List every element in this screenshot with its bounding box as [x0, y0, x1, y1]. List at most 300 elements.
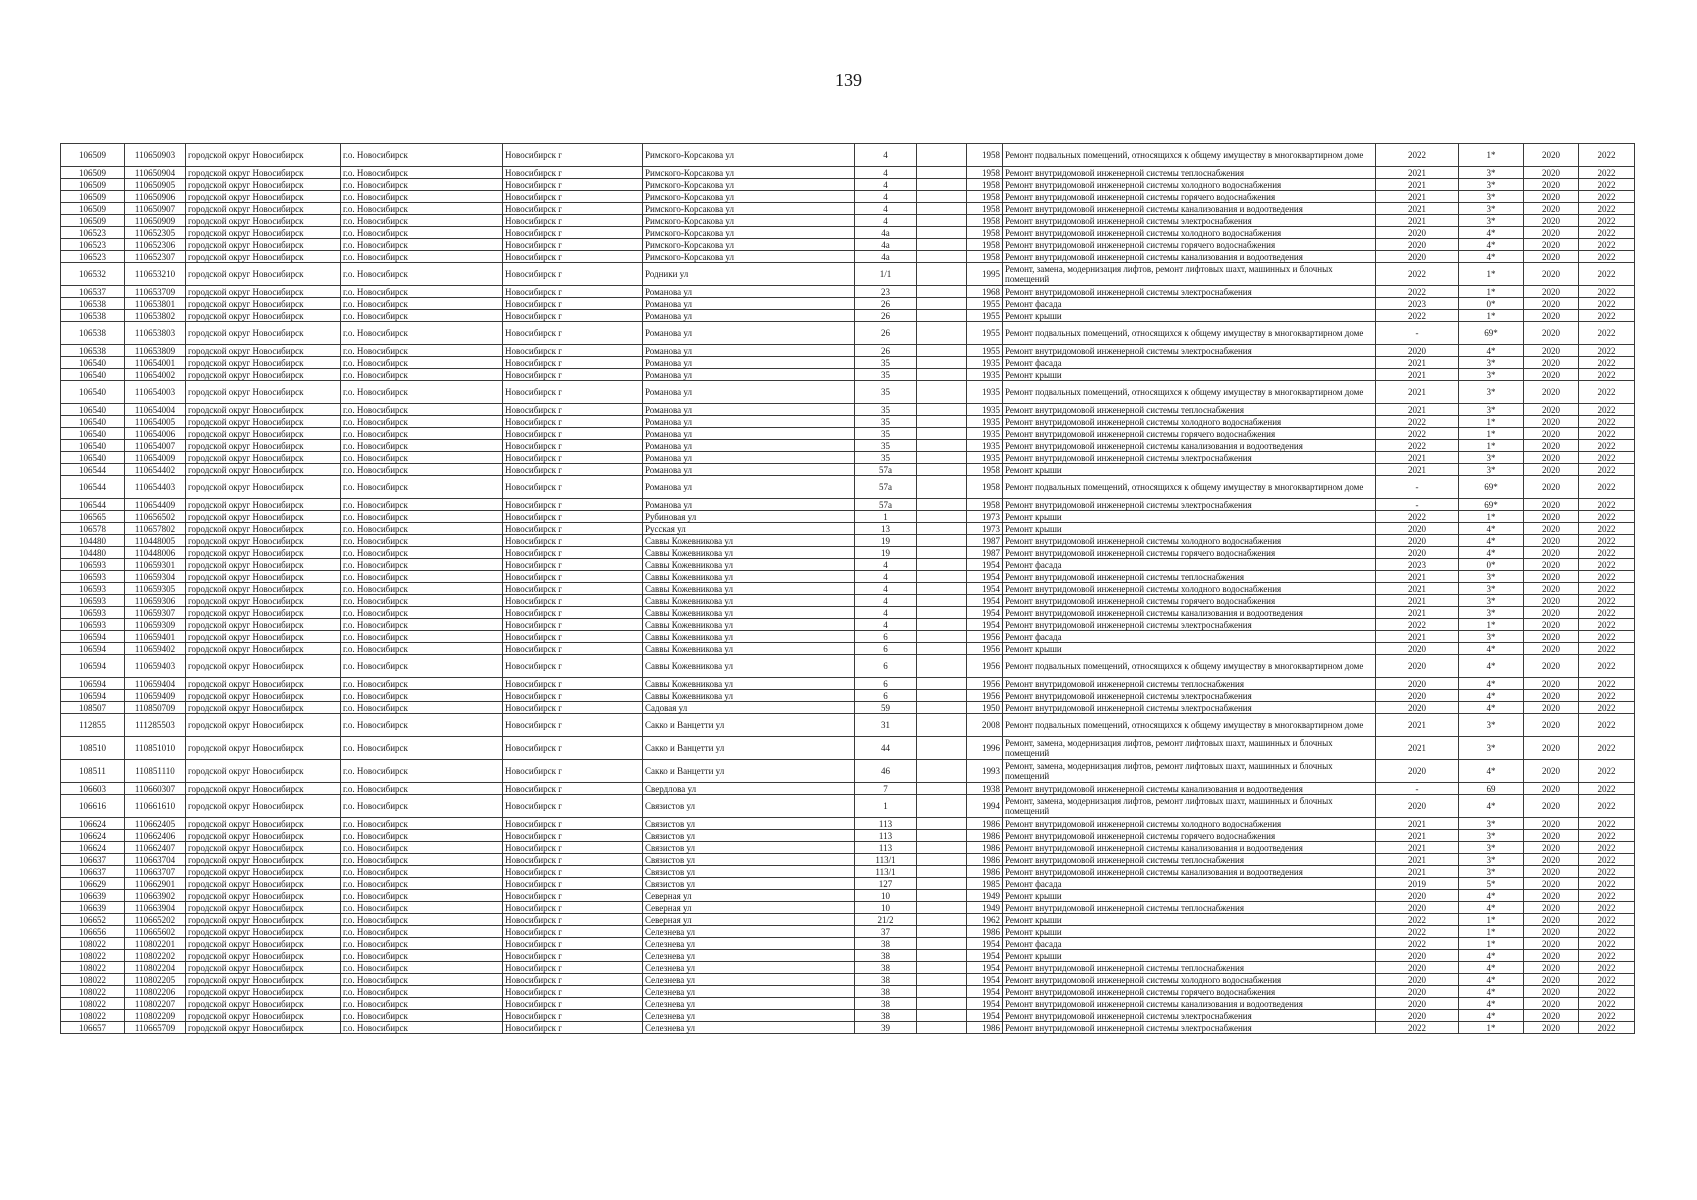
- cell-period-end: 2022: [1579, 404, 1635, 416]
- cell-house-number: 44: [855, 737, 917, 760]
- cell-house-id: 106532: [61, 263, 125, 286]
- cell-municipality: г.о. Новосибирск: [341, 286, 503, 298]
- cell-municipality: г.о. Новосибирск: [341, 167, 503, 179]
- cell-build-year: 1993: [967, 760, 1003, 783]
- cell-settlement: Новосибирск г: [503, 595, 643, 607]
- cell-planned-year: 2021: [1376, 357, 1459, 369]
- cell-period-end: 2022: [1579, 203, 1635, 215]
- cell-municipal-district: городской округ Новосибирск: [186, 357, 341, 369]
- cell-settlement: Новосибирск г: [503, 607, 643, 619]
- cell-priority: 3*: [1459, 357, 1524, 369]
- cell-planned-year: 2022: [1376, 428, 1459, 440]
- cell-municipality: г.о. Новосибирск: [341, 866, 503, 878]
- cell-housing-block: [917, 476, 967, 499]
- cell-work-id: 110650906: [125, 191, 186, 203]
- cell-planned-year: 2020: [1376, 795, 1459, 818]
- cell-street: Связистов ул: [643, 830, 855, 842]
- cell-priority: 69*: [1459, 476, 1524, 499]
- cell-house-id: 106540: [61, 416, 125, 428]
- cell-build-year: 1935: [967, 381, 1003, 404]
- cell-settlement: Новосибирск г: [503, 1010, 643, 1022]
- cell-priority: 1*: [1459, 416, 1524, 428]
- cell-housing-block: [917, 179, 967, 191]
- cell-priority: 3*: [1459, 452, 1524, 464]
- cell-priority: 4*: [1459, 535, 1524, 547]
- table-row: [61, 702, 1635, 714]
- cell-period-start: 2020: [1524, 878, 1579, 890]
- cell-settlement: Новосибирск г: [503, 144, 643, 167]
- cell-municipality: г.о. Новосибирск: [341, 1010, 503, 1022]
- cell-housing-block: [917, 322, 967, 345]
- cell-work-type: Ремонт фасада: [1003, 559, 1376, 571]
- cell-build-year: 1985: [967, 878, 1003, 890]
- cell-municipal-district: городской округ Новосибирск: [186, 643, 341, 655]
- cell-house-number: 26: [855, 345, 917, 357]
- cell-build-year: 1958: [967, 499, 1003, 511]
- cell-settlement: Новосибирск г: [503, 322, 643, 345]
- cell-house-number: 113: [855, 830, 917, 842]
- cell-settlement: Новосибирск г: [503, 428, 643, 440]
- cell-period-end: 2022: [1579, 795, 1635, 818]
- cell-work-type: Ремонт внутридомовой инженерной системы канализования и водоотведения: [1003, 607, 1376, 619]
- cell-work-id: 110659409: [125, 690, 186, 702]
- cell-planned-year: -: [1376, 322, 1459, 345]
- cell-street: Романова ул: [643, 476, 855, 499]
- cell-period-start: 2020: [1524, 1022, 1579, 1034]
- cell-settlement: Новосибирск г: [503, 571, 643, 583]
- cell-settlement: Новосибирск г: [503, 619, 643, 631]
- cell-work-type: Ремонт подвальных помещений, относящихся к общему имуществу в многоквартирном доме: [1003, 144, 1376, 167]
- cell-work-type: Ремонт внутридомовой инженерной системы холодного водоснабжения: [1003, 535, 1376, 547]
- cell-house-id: 108022: [61, 1010, 125, 1022]
- cell-work-id: 111285503: [125, 714, 186, 737]
- cell-period-end: 2022: [1579, 878, 1635, 890]
- cell-period-end: 2022: [1579, 416, 1635, 428]
- cell-settlement: Новосибирск г: [503, 962, 643, 974]
- cell-house-number: 4а: [855, 227, 917, 239]
- cell-build-year: 1949: [967, 902, 1003, 914]
- cell-work-type: Ремонт внутридомовой инженерной системы электроснабжения: [1003, 619, 1376, 631]
- cell-work-id: 110654001: [125, 357, 186, 369]
- cell-house-id: 106509: [61, 167, 125, 179]
- cell-period-start: 2020: [1524, 842, 1579, 854]
- cell-planned-year: 2021: [1376, 830, 1459, 842]
- cell-period-start: 2020: [1524, 322, 1579, 345]
- table-row: [61, 298, 1635, 310]
- cell-settlement: Новосибирск г: [503, 416, 643, 428]
- cell-housing-block: [917, 702, 967, 714]
- cell-work-id: 110650903: [125, 144, 186, 167]
- cell-period-end: 2022: [1579, 890, 1635, 902]
- cell-build-year: 1954: [967, 583, 1003, 595]
- cell-priority: 69: [1459, 783, 1524, 795]
- cell-work-id: 110802206: [125, 986, 186, 998]
- cell-house-id: 106624: [61, 830, 125, 842]
- cell-period-start: 2020: [1524, 962, 1579, 974]
- cell-house-number: 31: [855, 714, 917, 737]
- cell-house-number: 35: [855, 381, 917, 404]
- cell-municipality: г.о. Новосибирск: [341, 962, 503, 974]
- cell-work-id: 110659304: [125, 571, 186, 583]
- cell-housing-block: [917, 950, 967, 962]
- cell-municipal-district: городской округ Новосибирск: [186, 926, 341, 938]
- cell-settlement: Новосибирск г: [503, 714, 643, 737]
- cell-municipal-district: городской округ Новосибирск: [186, 416, 341, 428]
- cell-settlement: Новосибирск г: [503, 783, 643, 795]
- cell-street: Рубиновая ул: [643, 511, 855, 523]
- cell-housing-block: [917, 783, 967, 795]
- cell-street: Романова ул: [643, 345, 855, 357]
- table-row: [61, 655, 1635, 678]
- cell-build-year: 1935: [967, 369, 1003, 381]
- cell-housing-block: [917, 559, 967, 571]
- cell-period-end: 2022: [1579, 144, 1635, 167]
- cell-municipal-district: городской округ Новосибирск: [186, 499, 341, 511]
- cell-house-number: 23: [855, 286, 917, 298]
- cell-house-number: 10: [855, 890, 917, 902]
- cell-work-type: Ремонт крыши: [1003, 369, 1376, 381]
- cell-work-id: 110650909: [125, 215, 186, 227]
- cell-planned-year: 2021: [1376, 854, 1459, 866]
- cell-street: Романова ул: [643, 286, 855, 298]
- table-row: [61, 760, 1635, 783]
- cell-period-end: 2022: [1579, 760, 1635, 783]
- table-row: [61, 286, 1635, 298]
- cell-build-year: 1958: [967, 227, 1003, 239]
- cell-municipality: г.о. Новосибирск: [341, 783, 503, 795]
- cell-priority: 3*: [1459, 369, 1524, 381]
- cell-house-number: 4: [855, 144, 917, 167]
- cell-house-id: 106538: [61, 345, 125, 357]
- cell-period-end: 2022: [1579, 191, 1635, 203]
- cell-house-number: 6: [855, 631, 917, 643]
- cell-work-id: 110654009: [125, 452, 186, 464]
- cell-house-number: 1: [855, 795, 917, 818]
- cell-housing-block: [917, 902, 967, 914]
- cell-work-id: 110659402: [125, 643, 186, 655]
- cell-work-type: Ремонт, замена, модернизация лифтов, ремонт лифтовых шахт, машинных и блочных помещений: [1003, 737, 1376, 760]
- cell-planned-year: 2021: [1376, 167, 1459, 179]
- cell-build-year: 1935: [967, 452, 1003, 464]
- cell-housing-block: [917, 830, 967, 842]
- cell-period-end: 2022: [1579, 298, 1635, 310]
- cell-housing-block: [917, 511, 967, 523]
- cell-housing-block: [917, 547, 967, 559]
- cell-build-year: 1987: [967, 535, 1003, 547]
- cell-municipal-district: городской округ Новосибирск: [186, 655, 341, 678]
- cell-build-year: 1958: [967, 215, 1003, 227]
- cell-build-year: 1954: [967, 1010, 1003, 1022]
- cell-housing-block: [917, 452, 967, 464]
- cell-priority: 3*: [1459, 866, 1524, 878]
- cell-municipality: г.о. Новосибирск: [341, 795, 503, 818]
- cell-build-year: 1958: [967, 251, 1003, 263]
- cell-build-year: 1996: [967, 737, 1003, 760]
- table-row: [61, 251, 1635, 263]
- cell-work-id: 110653210: [125, 263, 186, 286]
- cell-settlement: Новосибирск г: [503, 203, 643, 215]
- cell-street: Селезнева ул: [643, 938, 855, 950]
- cell-municipality: г.о. Новосибирск: [341, 369, 503, 381]
- cell-priority: 3*: [1459, 631, 1524, 643]
- cell-street: Селезнева ул: [643, 986, 855, 998]
- cell-housing-block: [917, 737, 967, 760]
- cell-period-start: 2020: [1524, 690, 1579, 702]
- table-row: [61, 878, 1635, 890]
- cell-street: Романова ул: [643, 381, 855, 404]
- cell-planned-year: 2023: [1376, 559, 1459, 571]
- table-row: [61, 974, 1635, 986]
- cell-period-start: 2020: [1524, 571, 1579, 583]
- cell-work-id: 110653801: [125, 298, 186, 310]
- cell-period-end: 2022: [1579, 702, 1635, 714]
- cell-street: Сакко и Ванцетти ул: [643, 760, 855, 783]
- cell-period-start: 2020: [1524, 1010, 1579, 1022]
- cell-municipality: г.о. Новосибирск: [341, 263, 503, 286]
- cell-street: Римского-Корсакова ул: [643, 227, 855, 239]
- cell-period-end: 2022: [1579, 239, 1635, 251]
- cell-municipal-district: городской округ Новосибирск: [186, 476, 341, 499]
- cell-house-id: 106594: [61, 631, 125, 643]
- cell-work-id: 110659404: [125, 678, 186, 690]
- cell-work-id: 110660307: [125, 783, 186, 795]
- cell-house-id: 106540: [61, 369, 125, 381]
- cell-work-id: 110654402: [125, 464, 186, 476]
- cell-house-id: 106656: [61, 926, 125, 938]
- cell-street: Римского-Корсакова ул: [643, 167, 855, 179]
- cell-work-type: Ремонт внутридомовой инженерной системы канализования и водоотведения: [1003, 203, 1376, 215]
- cell-municipality: г.о. Новосибирск: [341, 1022, 503, 1034]
- cell-housing-block: [917, 523, 967, 535]
- cell-housing-block: [917, 191, 967, 203]
- cell-planned-year: 2023: [1376, 298, 1459, 310]
- table-row: [61, 795, 1635, 818]
- cell-work-type: Ремонт внутридомовой инженерной системы электроснабжения: [1003, 702, 1376, 714]
- cell-work-id: 110657802: [125, 523, 186, 535]
- cell-planned-year: 2020: [1376, 890, 1459, 902]
- cell-settlement: Новосибирск г: [503, 950, 643, 962]
- cell-settlement: Новосибирск г: [503, 998, 643, 1010]
- cell-build-year: 1954: [967, 571, 1003, 583]
- cell-municipal-district: городской округ Новосибирск: [186, 345, 341, 357]
- cell-house-id: 106639: [61, 890, 125, 902]
- cell-municipality: г.о. Новосибирск: [341, 890, 503, 902]
- table-row: [61, 714, 1635, 737]
- cell-work-id: 110652305: [125, 227, 186, 239]
- table-row: [61, 595, 1635, 607]
- cell-period-start: 2020: [1524, 795, 1579, 818]
- cell-municipal-district: городской округ Новосибирск: [186, 607, 341, 619]
- cell-work-type: Ремонт фасада: [1003, 631, 1376, 643]
- cell-period-start: 2020: [1524, 643, 1579, 655]
- cell-work-id: 110802204: [125, 962, 186, 974]
- cell-street: Селезнева ул: [643, 950, 855, 962]
- cell-planned-year: 2020: [1376, 251, 1459, 263]
- cell-build-year: 1958: [967, 179, 1003, 191]
- cell-work-id: 110662407: [125, 842, 186, 854]
- cell-period-end: 2022: [1579, 464, 1635, 476]
- cell-municipality: г.о. Новосибирск: [341, 571, 503, 583]
- cell-work-type: Ремонт подвальных помещений, относящихся к общему имуществу в многоквартирном доме: [1003, 381, 1376, 404]
- cell-work-id: 110659305: [125, 583, 186, 595]
- cell-settlement: Новосибирск г: [503, 690, 643, 702]
- cell-priority: 4*: [1459, 227, 1524, 239]
- cell-municipality: г.о. Новосибирск: [341, 702, 503, 714]
- cell-house-id: 106594: [61, 643, 125, 655]
- cell-street: Связистов ул: [643, 818, 855, 830]
- cell-street: Римского-Корсакова ул: [643, 179, 855, 191]
- cell-house-number: 21/2: [855, 914, 917, 926]
- cell-house-number: 13: [855, 523, 917, 535]
- cell-municipal-district: городской округ Новосибирск: [186, 215, 341, 227]
- cell-period-start: 2020: [1524, 381, 1579, 404]
- cell-house-id: 106593: [61, 595, 125, 607]
- cell-build-year: 1954: [967, 962, 1003, 974]
- table-row: [61, 345, 1635, 357]
- cell-house-number: 35: [855, 452, 917, 464]
- cell-street: Селезнева ул: [643, 998, 855, 1010]
- table-row: [61, 416, 1635, 428]
- cell-housing-block: [917, 962, 967, 974]
- cell-planned-year: 2021: [1376, 203, 1459, 215]
- cell-street: Саввы Кожевникова ул: [643, 559, 855, 571]
- cell-priority: 4*: [1459, 974, 1524, 986]
- cell-priority: 1*: [1459, 286, 1524, 298]
- cell-street: Связистов ул: [643, 866, 855, 878]
- cell-work-id: 110802209: [125, 1010, 186, 1022]
- cell-planned-year: 2022: [1376, 926, 1459, 938]
- cell-municipal-district: городской округ Новосибирск: [186, 381, 341, 404]
- cell-work-id: 110448006: [125, 547, 186, 559]
- cell-municipal-district: городской округ Новосибирск: [186, 322, 341, 345]
- cell-municipality: г.о. Новосибирск: [341, 986, 503, 998]
- table-row: [61, 452, 1635, 464]
- cell-municipality: г.о. Новосибирск: [341, 547, 503, 559]
- cell-period-start: 2020: [1524, 464, 1579, 476]
- cell-build-year: 2008: [967, 714, 1003, 737]
- cell-period-end: 2022: [1579, 643, 1635, 655]
- cell-municipality: г.о. Новосибирск: [341, 818, 503, 830]
- cell-house-number: 4: [855, 559, 917, 571]
- cell-planned-year: 2021: [1376, 381, 1459, 404]
- cell-municipal-district: городской округ Новосибирск: [186, 854, 341, 866]
- cell-period-start: 2020: [1524, 583, 1579, 595]
- cell-priority: 1*: [1459, 1022, 1524, 1034]
- cell-municipal-district: городской округ Новосибирск: [186, 167, 341, 179]
- cell-street: Романова ул: [643, 428, 855, 440]
- cell-house-id: 108022: [61, 986, 125, 998]
- cell-street: Саввы Кожевникова ул: [643, 619, 855, 631]
- cell-street: Северная ул: [643, 890, 855, 902]
- cell-housing-block: [917, 631, 967, 643]
- cell-house-id: 108022: [61, 938, 125, 950]
- table-row: [61, 535, 1635, 547]
- cell-build-year: 1958: [967, 144, 1003, 167]
- cell-period-start: 2020: [1524, 476, 1579, 499]
- cell-street: Родники ул: [643, 263, 855, 286]
- cell-settlement: Новосибирск г: [503, 476, 643, 499]
- cell-settlement: Новосибирск г: [503, 404, 643, 416]
- cell-housing-block: [917, 914, 967, 926]
- cell-municipality: г.о. Новосибирск: [341, 902, 503, 914]
- cell-work-type: Ремонт внутридомовой инженерной системы горячего водоснабжения: [1003, 428, 1376, 440]
- cell-house-id: 106540: [61, 357, 125, 369]
- cell-house-id: 106544: [61, 464, 125, 476]
- cell-housing-block: [917, 986, 967, 998]
- cell-priority: 1*: [1459, 144, 1524, 167]
- cell-settlement: Новосибирск г: [503, 179, 643, 191]
- cell-municipal-district: городской округ Новосибирск: [186, 298, 341, 310]
- cell-house-number: 26: [855, 322, 917, 345]
- cell-build-year: 1949: [967, 890, 1003, 902]
- cell-municipal-district: городской округ Новосибирск: [186, 464, 341, 476]
- table-row: [61, 547, 1635, 559]
- table-row: [61, 737, 1635, 760]
- cell-build-year: 1955: [967, 298, 1003, 310]
- cell-work-type: Ремонт внутридомовой инженерной системы теплоснабжения: [1003, 854, 1376, 866]
- cell-planned-year: 2020: [1376, 998, 1459, 1010]
- cell-period-end: 2022: [1579, 381, 1635, 404]
- cell-period-start: 2020: [1524, 974, 1579, 986]
- cell-house-id: 108022: [61, 962, 125, 974]
- cell-priority: 3*: [1459, 381, 1524, 404]
- cell-period-end: 2022: [1579, 452, 1635, 464]
- cell-work-type: Ремонт внутридомовой инженерной системы горячего водоснабжения: [1003, 595, 1376, 607]
- cell-work-id: 110654004: [125, 404, 186, 416]
- cell-street: Связистов ул: [643, 842, 855, 854]
- cell-house-id: 106652: [61, 914, 125, 926]
- cell-house-id: 106509: [61, 144, 125, 167]
- cell-work-type: Ремонт внутридомовой инженерной системы теплоснабжения: [1003, 571, 1376, 583]
- cell-municipal-district: городской округ Новосибирск: [186, 239, 341, 251]
- cell-build-year: 1958: [967, 464, 1003, 476]
- cell-period-start: 2020: [1524, 499, 1579, 511]
- cell-house-id: 106523: [61, 239, 125, 251]
- cell-municipality: г.о. Новосибирск: [341, 345, 503, 357]
- cell-house-id: 106594: [61, 655, 125, 678]
- cell-street: Русская ул: [643, 523, 855, 535]
- cell-period-end: 2022: [1579, 263, 1635, 286]
- cell-work-type: Ремонт подвальных помещений, относящихся к общему имуществу в многоквартирном доме: [1003, 476, 1376, 499]
- cell-priority: 3*: [1459, 595, 1524, 607]
- cell-settlement: Новосибирск г: [503, 902, 643, 914]
- cell-settlement: Новосибирск г: [503, 310, 643, 322]
- cell-house-number: 38: [855, 962, 917, 974]
- cell-work-id: 110663704: [125, 854, 186, 866]
- cell-house-id: 106593: [61, 571, 125, 583]
- cell-settlement: Новосибирск г: [503, 760, 643, 783]
- cell-settlement: Новосибирск г: [503, 643, 643, 655]
- cell-work-id: 110665709: [125, 1022, 186, 1034]
- cell-period-start: 2020: [1524, 607, 1579, 619]
- cell-period-end: 2022: [1579, 369, 1635, 381]
- cell-house-id: 106594: [61, 690, 125, 702]
- cell-work-id: 110659301: [125, 559, 186, 571]
- cell-house-id: 106540: [61, 428, 125, 440]
- cell-house-number: 6: [855, 643, 917, 655]
- cell-planned-year: 2022: [1376, 914, 1459, 926]
- cell-period-end: 2022: [1579, 974, 1635, 986]
- cell-period-end: 2022: [1579, 783, 1635, 795]
- cell-period-start: 2020: [1524, 191, 1579, 203]
- cell-work-type: Ремонт внутридомовой инженерной системы электроснабжения: [1003, 1022, 1376, 1034]
- cell-house-id: 106523: [61, 227, 125, 239]
- cell-work-type: Ремонт внутридомовой инженерной системы канализования и водоотведения: [1003, 783, 1376, 795]
- cell-street: Саввы Кожевникова ул: [643, 643, 855, 655]
- cell-work-type: Ремонт фасада: [1003, 938, 1376, 950]
- cell-period-end: 2022: [1579, 476, 1635, 499]
- cell-planned-year: -: [1376, 499, 1459, 511]
